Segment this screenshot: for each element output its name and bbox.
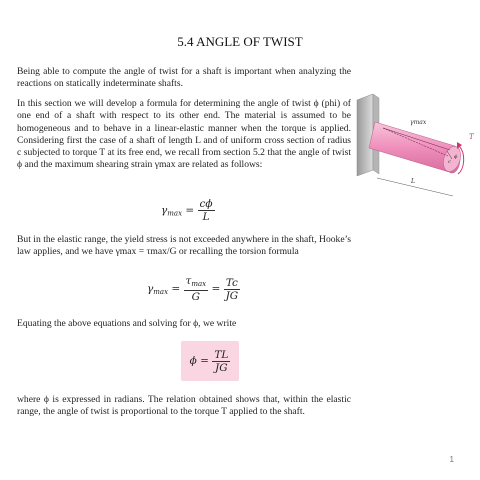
- eq3-denominator: JG: [215, 361, 228, 374]
- page-number: 1: [449, 455, 454, 464]
- shaft-torsion-figure: [355, 92, 480, 197]
- eq2-den1: G: [191, 291, 201, 303]
- label-c: c: [448, 159, 451, 165]
- torque-arrowhead-icon: [457, 142, 462, 149]
- page-title: 5.4 ANGLE OF TWIST: [177, 34, 303, 49]
- eq3-numerator: TL: [214, 348, 229, 361]
- paragraph-intro: Being able to compute the angle of twist for a shaft is important when analyzing the reactions on statically indeterminate shafts.: [17, 66, 351, 90]
- eq3-lhs: ϕ: [189, 355, 197, 367]
- equation-angle-of-twist-highlight: ϕ = $\frac{TL}{JG}$: [181, 341, 239, 381]
- label-length: L: [411, 178, 415, 185]
- label-gamma-max: γmax: [410, 119, 427, 126]
- equation-strain: $\gamma_{max}$ = $\frac{c\phi}{L}$: [161, 198, 213, 223]
- eq1-lhs-sub: max: [167, 209, 183, 218]
- label-torque: T: [469, 133, 474, 141]
- fixed-wall: [357, 94, 373, 176]
- equation-torsion: $\gamma_{max}$ = $\frac{\tau_{max}}{G}$ = $\frac{Tc}{JG}$: [147, 275, 239, 303]
- eq2-num1: τ: [185, 275, 192, 287]
- paragraph-elastic: But in the elastic range, the yield stress is not exceeded anywhere in the shaft, Hooke’s law applies, and we have γmax = τmax/G or recalling the torsion formula: [17, 234, 351, 258]
- length-dimension-line: [377, 178, 453, 196]
- paragraph-development: In this section we will develop a formula for determining the angle of twist ϕ (phi) of one end of a shaft with respect to its other end. The material is assumed to be homogeneous and to behave in a linear-elastic manner when the torque is applied. Considering first the case of a shaft of length L and of uniform cross section of radius c subjected to torque T at its free end, we recall from section 5.2 that the angle of twist ϕ and the maximum shearing strain γmax are related as follows:: [17, 98, 351, 171]
- eq2-num1-sub: max: [191, 280, 207, 288]
- eq2-lhs: γ: [147, 283, 154, 295]
- paragraph-conclusion: where ϕ is expressed in radians. The relation obtained shows that, within the elastic range, the angle of twist is proportional to the torque T applied to the shaft.: [17, 394, 351, 418]
- label-phi: ϕ: [454, 154, 458, 160]
- eq1-numerator: cϕ: [199, 198, 213, 210]
- eq1-lhs: γ: [161, 204, 168, 217]
- eq1-denominator: L: [202, 211, 210, 223]
- eq2-den2: JG: [225, 289, 239, 302]
- eq2-lhs-sub: max: [153, 288, 169, 296]
- eq2-num2: Tc: [224, 277, 241, 290]
- paragraph-equating: Equating the above equations and solving for ϕ, we write: [17, 318, 237, 329]
